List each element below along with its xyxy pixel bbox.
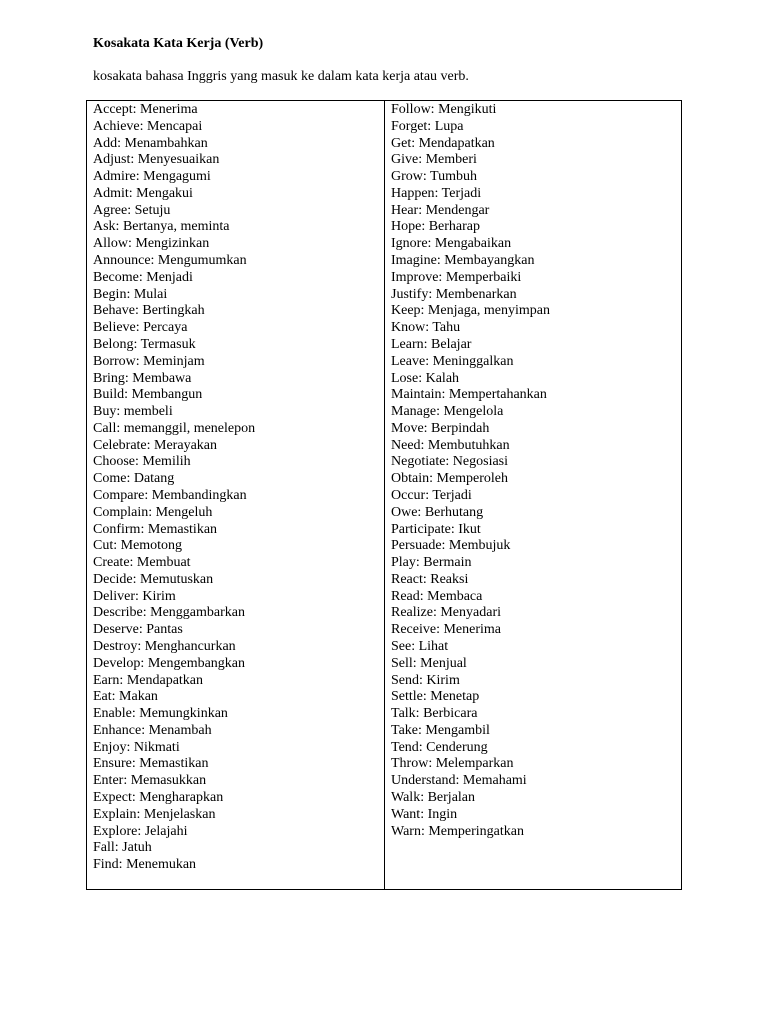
vocab-entry: Adjust: Menyesuaikan	[93, 152, 220, 168]
vocab-entry: Agree: Setuju	[93, 202, 171, 218]
vocab-entry: See: Lihat	[391, 639, 449, 654]
vocab-entry: Enable: Memungkinkan	[93, 706, 228, 722]
vocab-entry: Destroy: Menghancurkan	[93, 639, 236, 654]
vocab-entry: Hear: Mendengar	[391, 202, 490, 218]
vocab-entry: Negotiate: Negosiasi	[391, 454, 509, 470]
vocab-entry: Follow: Mengikuti	[391, 102, 497, 117]
vocab-entry: Enhance: Menambah	[93, 722, 212, 738]
vocab-entry: Ensure: Memastikan	[93, 756, 209, 772]
vocabulary-column-left	[87, 101, 385, 889]
vocab-entry: Confirm: Memastikan	[93, 521, 218, 537]
vocab-entry: Move: Berpindah	[391, 420, 490, 436]
vocab-entry: Improve: Memperbaiki	[391, 269, 522, 285]
vocab-entry: Enter: Memasukkan	[93, 773, 207, 789]
vocab-entry: Read: Membaca	[391, 588, 483, 604]
vocab-entry: Persuade: Membujuk	[391, 538, 511, 554]
vocab-entry: Decide: Memutuskan	[93, 571, 214, 587]
vocab-entry: Hope: Berharap	[391, 219, 481, 235]
vocab-entry: Understand: Memahami	[391, 773, 527, 789]
vocab-entry: Deserve: Pantas	[93, 622, 183, 638]
vocab-entry: Talk: Berbicara	[391, 706, 478, 722]
vocab-entry: Expect: Mengharapkan	[93, 790, 224, 806]
vocab-entry: Allow: Mengizinkan	[93, 236, 210, 252]
vocab-entry: Manage: Mengelola	[391, 404, 504, 420]
vocab-entry: Eat: Makan	[93, 689, 158, 705]
vocab-entry: Know: Tahu	[391, 320, 461, 336]
vocab-entry: Realize: Menyadari	[391, 605, 502, 621]
vocab-entry: Bring: Membawa	[93, 370, 192, 386]
vocab-entry: Take: Mengambil	[391, 722, 490, 738]
vocab-entry: Build: Membangun	[93, 387, 203, 403]
vocab-entry: Behave: Bertingkah	[93, 303, 205, 319]
vocab-entry: Ask: Bertanya, meminta	[93, 219, 230, 235]
vocab-entry: Tend: Cenderung	[391, 739, 488, 755]
vocab-entry: Find: Menemukan	[93, 857, 197, 873]
vocab-entry: Choose: Memilih	[93, 454, 191, 470]
vocab-entry: Learn: Belajar	[391, 336, 472, 352]
vocabulary-column-right	[385, 101, 681, 889]
intro-text: kosakata bahasa Inggris yang masuk ke dalam kata kerja atau verb.	[93, 69, 469, 84]
vocab-entry: Want: Ingin	[391, 806, 458, 822]
vocab-entry: Occur: Terjadi	[391, 487, 472, 503]
vocab-entry: Become: Menjadi	[93, 269, 193, 285]
vocab-entry: Develop: Mengembangkan	[93, 655, 246, 671]
vocab-entry: Happen: Terjadi	[391, 185, 482, 201]
vocab-entry: Walk: Berjalan	[391, 790, 476, 806]
vocab-entry: Accept: Menerima	[93, 102, 198, 117]
vocab-entry: Justify: Membenarkan	[391, 286, 517, 302]
vocab-entry: Celebrate: Merayakan	[93, 437, 217, 453]
vocab-entry: Achieve: Mencapai	[93, 118, 203, 134]
vocab-entry: Call: memanggil, menelepon	[93, 420, 256, 436]
vocabulary-table	[86, 100, 682, 890]
vocab-entry: Cut: Memotong	[93, 538, 183, 554]
vocab-entry: Enjoy: Nikmati	[93, 739, 180, 755]
vocab-entry: Give: Memberi	[391, 152, 477, 168]
vocab-entry: Need: Membutuhkan	[391, 437, 510, 453]
vocab-entry: Leave: Meninggalkan	[391, 353, 514, 369]
vocab-entry: Complain: Mengeluh	[93, 504, 213, 520]
vocab-entry: Deliver: Kirim	[93, 588, 176, 604]
vocab-entry: Receive: Menerima	[391, 622, 502, 638]
vocab-entry: Explain: Menjelaskan	[93, 806, 216, 822]
vocab-entry: Owe: Berhutang	[391, 504, 484, 520]
vocab-entry: Obtain: Memperoleh	[391, 471, 509, 487]
vocab-entry: Imagine: Membayangkan	[391, 253, 535, 269]
vocab-entry: Begin: Mulai	[93, 286, 168, 302]
vocab-entry: Ignore: Mengabaikan	[391, 236, 512, 252]
vocab-entry: Throw: Melemparkan	[391, 756, 514, 772]
vocab-entry: Keep: Menjaga, menyimpan	[391, 303, 551, 319]
vocab-entry: Send: Kirim	[391, 672, 460, 688]
vocab-entry: Borrow: Meminjam	[93, 353, 205, 369]
vocab-entry: Belong: Termasuk	[93, 336, 196, 352]
vocab-entry: Earn: Mendapatkan	[93, 672, 204, 688]
vocab-entry: Describe: Menggambarkan	[93, 605, 245, 621]
vocab-entry: Believe: Percaya	[93, 320, 188, 336]
vocab-entry: Lose: Kalah	[391, 370, 460, 386]
vocab-entry: Maintain: Mempertahankan	[391, 387, 547, 403]
vocab-entry: Announce: Mengumumkan	[93, 253, 247, 269]
vocab-entry: Fall: Jatuh	[93, 840, 152, 856]
vocab-entry: Warn: Memperingatkan	[391, 823, 524, 839]
vocab-entry: Forget: Lupa	[391, 118, 464, 134]
vocab-entry: Come: Datang	[93, 471, 175, 487]
vocab-entry: Settle: Menetap	[391, 689, 480, 705]
vocab-entry: Admit: Mengakui	[93, 185, 193, 201]
vocab-entry: Participate: Ikut	[391, 521, 481, 537]
vocab-entry: Admire: Mengagumi	[93, 169, 211, 185]
vocab-entry: Add: Menambahkan	[93, 135, 208, 151]
vocab-entry: Get: Mendapatkan	[391, 135, 495, 151]
vocab-entry: Explore: Jelajahi	[93, 823, 188, 839]
vocab-entry: Grow: Tumbuh	[391, 169, 477, 185]
vocab-entry: React: Reaksi	[391, 571, 469, 587]
page-title: Kosakata Kata Kerja (Verb)	[93, 36, 264, 51]
vocab-entry: Play: Bermain	[391, 555, 472, 571]
vocab-entry: Buy: membeli	[93, 404, 173, 420]
vocab-entry: Create: Membuat	[93, 555, 191, 571]
vocab-entry: Compare: Membandingkan	[93, 487, 247, 503]
vocab-entry: Sell: Menjual	[391, 655, 467, 671]
